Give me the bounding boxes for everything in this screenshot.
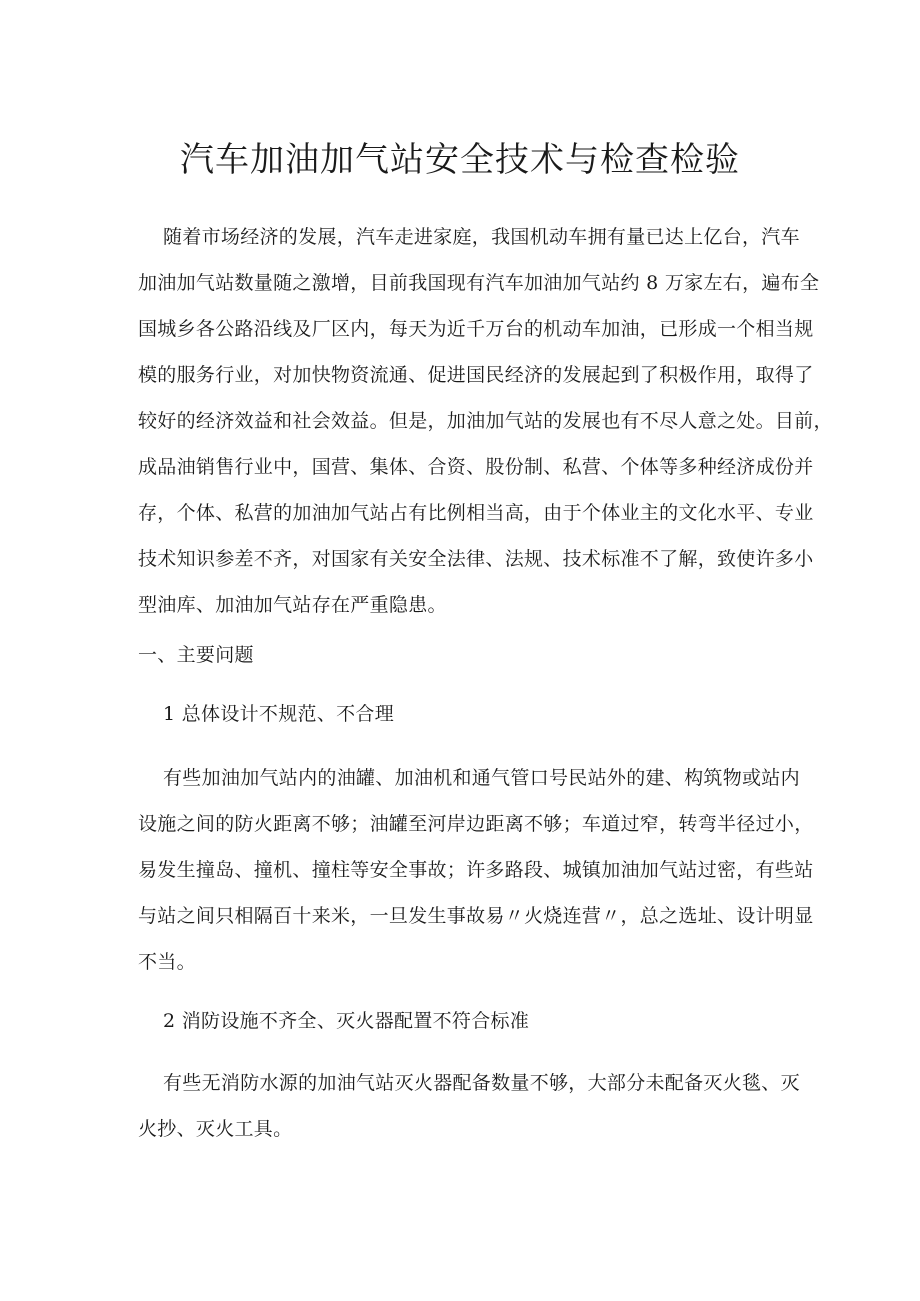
section-heading: 一、主要问题 <box>138 644 254 666</box>
intro-line: 存，个体、私营的加油加气站占有比例相当高，由于个体业主的文化水平、专业 <box>138 502 814 524</box>
intro-line: 技术知识参差不齐，对国家有关安全法律、法规、技术标准不了解，致使许多小 <box>138 548 814 570</box>
body-line: 设施之间的防火距离不够；油罐至河岸边距离不够；车道过窄，转弯半径过小， <box>138 813 814 835</box>
body-line: 有些加油加气站内的油罐、加油机和通气管口号民站外的建、构筑物或站内 <box>163 767 800 789</box>
intro-line: 较好的经济效益和社会效益。但是，加油加气站的发展也有不尽人意之处。目前， <box>138 410 833 432</box>
intro-line: 加油加气站数量随之激增，目前我国现有汽车加油加气站约 8 万家左右，遍布全 <box>138 272 820 294</box>
intro-line: 随着市场经济的发展，汽车走进家庭，我国机动车拥有量已达上亿台，汽车 <box>163 226 800 248</box>
body-line: 不当。 <box>138 951 196 973</box>
document-title: 汽车加油加气站安全技术与检查检验 <box>180 140 740 180</box>
body-line: 有些无消防水源的加油气站灭火器配备数量不够，大部分未配备灭火毯、灭 <box>163 1072 800 1094</box>
body-line: 火抄、灭火工具。 <box>138 1118 293 1140</box>
body-line: 易发生撞岛、撞机、撞柱等安全事故；许多路段、城镇加油加气站过密，有些站 <box>138 859 814 881</box>
body-line: 与站之间只相隔百十来米，一旦发生事故易〃火烧连营〃，总之选址、设计明显 <box>138 905 814 927</box>
intro-line: 国城乡各公路沿线及厂区内，每天为近千万台的机动车加油，已形成一个相当规 <box>138 318 814 340</box>
intro-line: 成品油销售行业中，国营、集体、合资、股份制、私营、个体等多种经济成份并 <box>138 456 814 478</box>
intro-line: 型油库、加油加气站存在严重隐患。 <box>138 594 447 616</box>
subsection-heading: 2 消防设施不齐全、灭火器配置不符合标准 <box>163 1010 530 1032</box>
intro-line: 模的服务行业，对加快物资流通、促进国民经济的发展起到了积极作用，取得了 <box>138 364 814 386</box>
subsection-heading: 1 总体设计不规范、不合理 <box>163 703 395 725</box>
